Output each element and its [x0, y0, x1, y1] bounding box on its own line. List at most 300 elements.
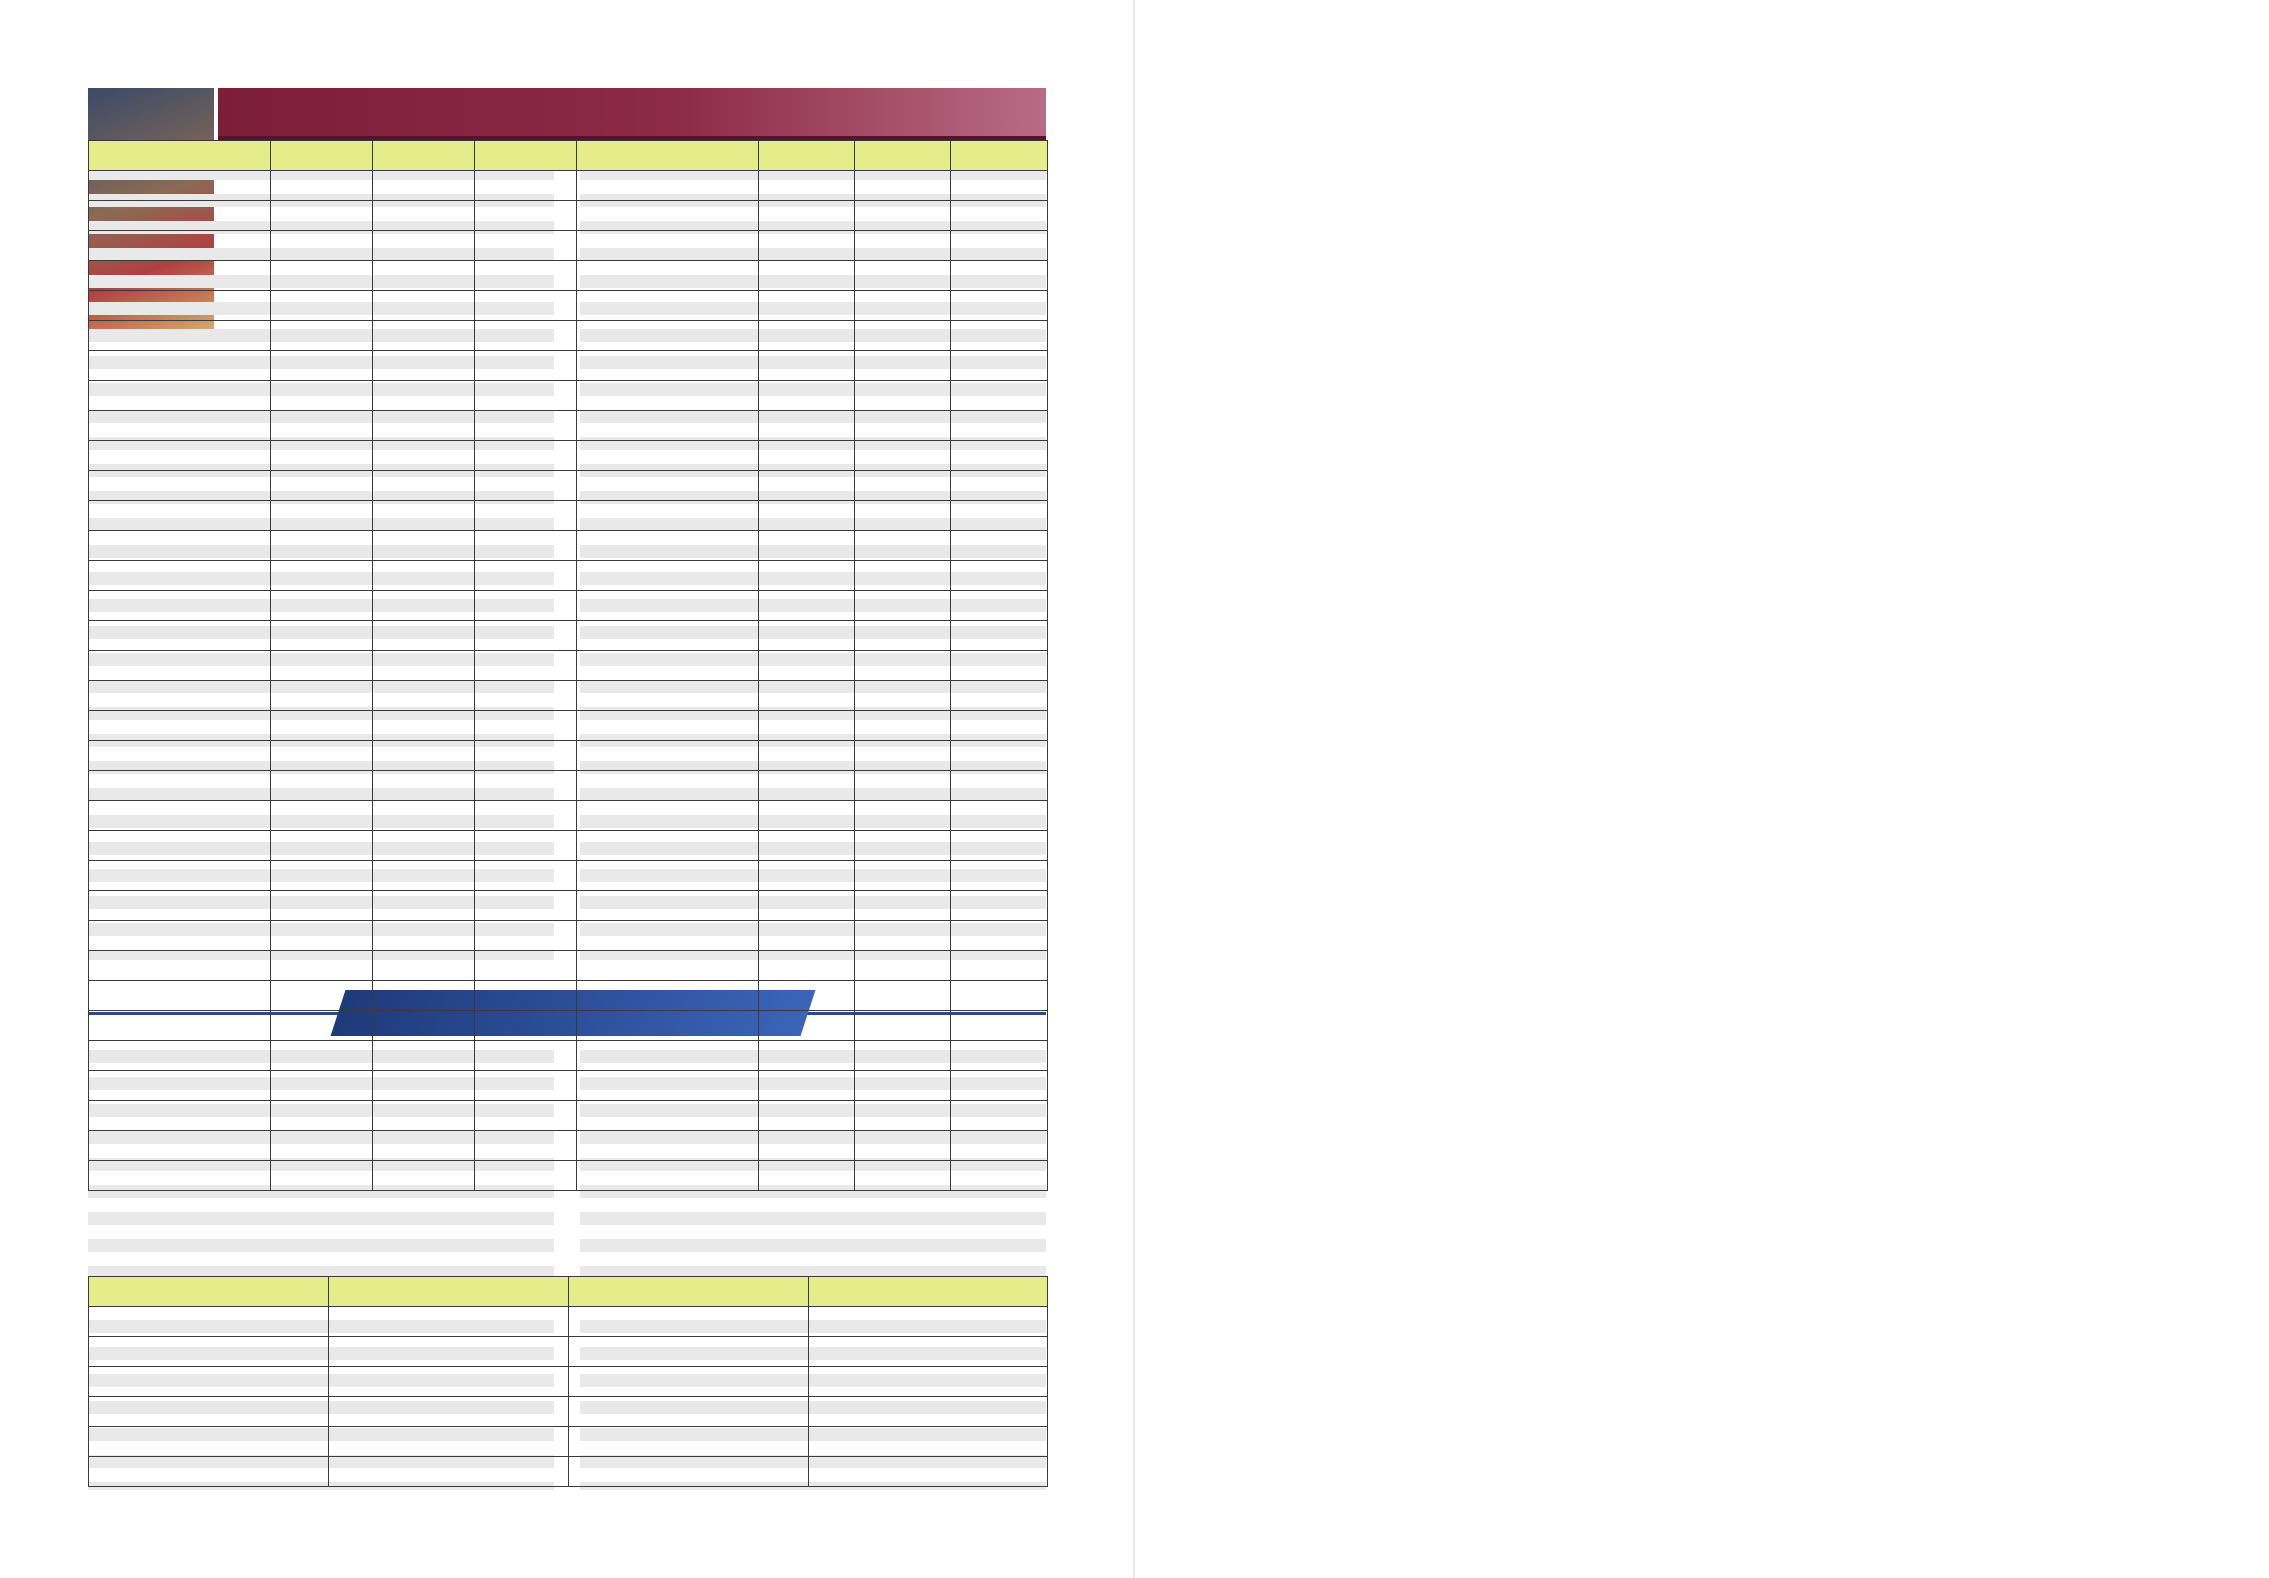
income-expense-cell — [475, 381, 577, 411]
income-expense-cell — [475, 651, 577, 681]
income-expense-cell — [89, 951, 271, 981]
income-expense-cell — [951, 1101, 1048, 1131]
income-expense-cell — [951, 801, 1048, 831]
balance-sheet-row — [89, 1427, 1048, 1457]
income-expense-cell — [373, 951, 475, 981]
income-expense-cell — [89, 1011, 271, 1041]
income-expense-cell — [475, 861, 577, 891]
income-expense-cell — [855, 1101, 951, 1131]
income-expense-cell — [475, 831, 577, 861]
income-expense-cell — [271, 951, 373, 981]
income-expense-cell — [89, 651, 271, 681]
balance-sheet-header-cell — [569, 1277, 809, 1307]
income-expense-cell — [951, 321, 1048, 351]
income-expense-cell — [577, 861, 759, 891]
income-expense-cell — [855, 711, 951, 741]
income-expense-cell — [373, 981, 475, 1011]
income-expense-cell — [475, 891, 577, 921]
income-expense-cell — [951, 561, 1048, 591]
income-expense-cell — [475, 411, 577, 441]
income-expense-cell — [89, 291, 271, 321]
income-expense-cell — [475, 741, 577, 771]
income-expense-row — [89, 291, 1048, 321]
income-expense-row — [89, 261, 1048, 291]
balance-sheet-cell — [809, 1367, 1048, 1397]
income-expense-cell — [475, 501, 577, 531]
income-expense-cell — [951, 351, 1048, 381]
balance-sheet-cell — [89, 1397, 329, 1427]
income-expense-cell — [373, 621, 475, 651]
income-expense-cell — [951, 411, 1048, 441]
income-expense-cell — [271, 1041, 373, 1071]
income-expense-row — [89, 201, 1048, 231]
income-expense-row — [89, 1131, 1048, 1161]
income-expense-cell — [475, 1101, 577, 1131]
income-expense-row — [89, 1071, 1048, 1101]
income-expense-header-cell — [373, 141, 475, 171]
income-expense-cell — [271, 411, 373, 441]
income-expense-cell — [855, 771, 951, 801]
income-expense-cell — [855, 471, 951, 501]
income-expense-cell — [475, 591, 577, 621]
income-expense-cell — [271, 681, 373, 711]
income-expense-cell — [855, 1161, 951, 1191]
income-expense-row — [89, 231, 1048, 261]
balance-sheet-cell — [89, 1457, 329, 1487]
income-expense-cell — [759, 261, 855, 291]
income-expense-cell — [271, 921, 373, 951]
income-expense-cell — [475, 921, 577, 951]
income-expense-row — [89, 951, 1048, 981]
income-expense-cell — [759, 1011, 855, 1041]
income-expense-cell — [855, 261, 951, 291]
income-expense-cell — [373, 1161, 475, 1191]
income-expense-cell — [271, 561, 373, 591]
balance-sheet-cell — [329, 1367, 569, 1397]
income-expense-cell — [855, 291, 951, 321]
income-expense-cell — [577, 951, 759, 981]
income-expense-cell — [373, 1071, 475, 1101]
income-expense-cell — [759, 1161, 855, 1191]
income-expense-cell — [577, 621, 759, 651]
income-expense-cell — [855, 351, 951, 381]
income-expense-cell — [475, 711, 577, 741]
income-expense-cell — [373, 471, 475, 501]
balance-sheet-cell — [89, 1337, 329, 1367]
income-expense-cell — [855, 561, 951, 591]
income-expense-cell — [855, 411, 951, 441]
income-expense-cell — [271, 1011, 373, 1041]
income-expense-row — [89, 441, 1048, 471]
income-expense-cell — [855, 621, 951, 651]
income-expense-cell — [951, 231, 1048, 261]
income-expense-header-cell — [759, 141, 855, 171]
income-expense-cell — [855, 1041, 951, 1071]
income-expense-row — [89, 321, 1048, 351]
income-expense-cell — [951, 831, 1048, 861]
income-expense-row — [89, 651, 1048, 681]
income-expense-row — [89, 921, 1048, 951]
income-expense-cell — [759, 741, 855, 771]
income-expense-header-cell — [855, 141, 951, 171]
income-expense-cell — [759, 651, 855, 681]
income-expense-cell — [475, 621, 577, 651]
income-expense-cell — [475, 321, 577, 351]
income-expense-cell — [759, 201, 855, 231]
balance-sheet-cell — [809, 1427, 1048, 1457]
income-expense-cell — [577, 921, 759, 951]
income-expense-cell — [759, 891, 855, 921]
income-expense-cell — [475, 441, 577, 471]
income-expense-cell — [373, 531, 475, 561]
balance-sheet-row — [89, 1367, 1048, 1397]
income-expense-cell — [89, 321, 271, 351]
income-expense-cell — [475, 1041, 577, 1071]
income-expense-cell — [475, 171, 577, 201]
income-expense-cell — [577, 561, 759, 591]
income-expense-cell — [951, 951, 1048, 981]
income-expense-cell — [759, 441, 855, 471]
income-expense-cell — [951, 741, 1048, 771]
income-expense-cell — [271, 1101, 373, 1131]
income-expense-cell — [373, 201, 475, 231]
income-expense-cell — [951, 771, 1048, 801]
income-expense-cell — [271, 711, 373, 741]
income-expense-cell — [373, 831, 475, 861]
income-expense-cell — [271, 231, 373, 261]
income-expense-cell — [475, 351, 577, 381]
income-expense-cell — [577, 171, 759, 201]
income-expense-cell — [759, 561, 855, 591]
income-expense-cell — [951, 681, 1048, 711]
income-expense-cell — [89, 741, 271, 771]
income-expense-cell — [759, 231, 855, 261]
income-expense-cell — [577, 411, 759, 441]
income-expense-cell — [89, 801, 271, 831]
income-expense-cell — [577, 531, 759, 561]
income-expense-cell — [271, 291, 373, 321]
income-expense-cell — [271, 501, 373, 531]
income-expense-cell — [271, 471, 373, 501]
balance-sheet-cell — [569, 1367, 809, 1397]
income-expense-cell — [89, 681, 271, 711]
income-expense-cell — [271, 1161, 373, 1191]
income-expense-row — [89, 171, 1048, 201]
income-expense-cell — [951, 921, 1048, 951]
balance-sheet-cell — [569, 1307, 809, 1337]
income-expense-cell — [577, 1041, 759, 1071]
income-expense-cell — [855, 1071, 951, 1101]
income-expense-cell — [759, 381, 855, 411]
income-expense-cell — [759, 921, 855, 951]
income-expense-row — [89, 711, 1048, 741]
balance-sheet-row — [89, 1457, 1048, 1487]
income-expense-cell — [855, 231, 951, 261]
income-expense-cell — [373, 921, 475, 951]
income-expense-row — [89, 501, 1048, 531]
income-expense-row — [89, 1011, 1048, 1041]
income-expense-cell — [89, 561, 271, 591]
income-expense-cell — [373, 441, 475, 471]
income-expense-cell — [951, 651, 1048, 681]
income-expense-cell — [855, 171, 951, 201]
income-expense-cell — [373, 771, 475, 801]
income-expense-cell — [577, 741, 759, 771]
balance-sheet-cell — [569, 1397, 809, 1427]
income-expense-cell — [475, 681, 577, 711]
income-expense-cell — [759, 471, 855, 501]
income-expense-cell — [89, 381, 271, 411]
income-expense-row — [89, 741, 1048, 771]
income-expense-cell — [89, 1041, 271, 1071]
income-expense-cell — [373, 321, 475, 351]
income-expense-row — [89, 861, 1048, 891]
balance-sheet-cell — [809, 1457, 1048, 1487]
balance-sheet-cell — [329, 1337, 569, 1367]
income-expense-cell — [373, 171, 475, 201]
income-expense-cell — [271, 861, 373, 891]
income-expense-cell — [89, 201, 271, 231]
income-expense-cell — [951, 501, 1048, 531]
income-expense-header-cell — [271, 141, 373, 171]
income-expense-cell — [475, 771, 577, 801]
income-expense-cell — [577, 291, 759, 321]
balance-sheet-cell — [569, 1427, 809, 1457]
income-expense-cell — [271, 831, 373, 861]
income-expense-cell — [951, 1071, 1048, 1101]
income-expense-cell — [855, 201, 951, 231]
income-expense-cell — [759, 1071, 855, 1101]
income-expense-cell — [475, 1161, 577, 1191]
income-expense-cell — [577, 381, 759, 411]
income-expense-table — [88, 140, 1047, 1191]
income-expense-cell — [759, 981, 855, 1011]
income-expense-cell — [271, 261, 373, 291]
income-expense-cell — [855, 441, 951, 471]
income-expense-cell — [271, 441, 373, 471]
income-expense-cell — [373, 231, 475, 261]
income-expense-cell — [951, 1161, 1048, 1191]
income-expense-row — [89, 411, 1048, 441]
income-expense-header-cell — [577, 141, 759, 171]
income-expense-cell — [759, 831, 855, 861]
balance-sheet-cell — [329, 1427, 569, 1457]
income-expense-cell — [577, 1071, 759, 1101]
income-expense-cell — [271, 651, 373, 681]
income-expense-cell — [475, 1011, 577, 1041]
income-expense-cell — [951, 621, 1048, 651]
income-expense-cell — [475, 1071, 577, 1101]
income-expense-cell — [855, 591, 951, 621]
income-expense-row — [89, 801, 1048, 831]
income-expense-cell — [271, 801, 373, 831]
income-expense-row — [89, 1161, 1048, 1191]
balance-sheet-cell — [809, 1307, 1048, 1337]
income-expense-cell — [759, 591, 855, 621]
income-expense-cell — [577, 651, 759, 681]
balance-sheet-row — [89, 1397, 1048, 1427]
income-expense-cell — [373, 1041, 475, 1071]
income-expense-cell — [89, 351, 271, 381]
income-expense-cell — [577, 351, 759, 381]
income-expense-header-cell — [475, 141, 577, 171]
income-expense-cell — [759, 501, 855, 531]
travel-article-title-band — [218, 88, 1046, 140]
income-expense-row — [89, 561, 1048, 591]
balance-sheet-grid — [88, 1276, 1048, 1487]
income-expense-cell — [759, 801, 855, 831]
income-expense-cell — [855, 891, 951, 921]
income-expense-cell — [951, 291, 1048, 321]
income-expense-cell — [855, 801, 951, 831]
income-expense-cell — [271, 351, 373, 381]
income-expense-cell — [475, 201, 577, 231]
income-expense-cell — [475, 951, 577, 981]
income-expense-cell — [951, 381, 1048, 411]
income-expense-cell — [373, 801, 475, 831]
balance-sheet-cell — [329, 1307, 569, 1337]
income-expense-cell — [577, 591, 759, 621]
balance-sheet-table — [88, 1276, 1047, 1487]
income-expense-cell — [577, 831, 759, 861]
income-expense-cell — [759, 411, 855, 441]
income-expense-cell — [373, 411, 475, 441]
income-expense-cell — [271, 531, 373, 561]
income-expense-cell — [951, 171, 1048, 201]
income-expense-cell — [577, 1131, 759, 1161]
income-expense-cell — [951, 531, 1048, 561]
income-expense-cell — [475, 231, 577, 261]
income-expense-cell — [951, 471, 1048, 501]
income-expense-row — [89, 891, 1048, 921]
income-expense-cell — [855, 981, 951, 1011]
income-expense-cell — [271, 381, 373, 411]
income-expense-cell — [475, 531, 577, 561]
income-expense-cell — [951, 1041, 1048, 1071]
income-expense-cell — [271, 771, 373, 801]
income-expense-cell — [855, 321, 951, 351]
income-expense-cell — [577, 771, 759, 801]
income-expense-row — [89, 351, 1048, 381]
income-expense-cell — [475, 1131, 577, 1161]
income-expense-cell — [89, 921, 271, 951]
income-expense-row — [89, 1041, 1048, 1071]
income-expense-cell — [89, 771, 271, 801]
income-expense-cell — [373, 711, 475, 741]
income-expense-cell — [577, 711, 759, 741]
income-expense-row — [89, 531, 1048, 561]
balance-sheet-cell — [809, 1397, 1048, 1427]
income-expense-cell — [89, 261, 271, 291]
income-expense-cell — [855, 741, 951, 771]
income-expense-cell — [855, 681, 951, 711]
income-expense-cell — [759, 771, 855, 801]
income-expense-cell — [577, 981, 759, 1011]
income-expense-cell — [759, 321, 855, 351]
income-expense-cell — [855, 501, 951, 531]
income-expense-cell — [373, 381, 475, 411]
income-expense-header-cell — [89, 141, 271, 171]
income-expense-cell — [759, 1101, 855, 1131]
income-expense-cell — [373, 1131, 475, 1161]
income-expense-cell — [475, 261, 577, 291]
income-expense-cell — [89, 711, 271, 741]
income-expense-cell — [951, 981, 1048, 1011]
income-expense-cell — [89, 891, 271, 921]
income-expense-row — [89, 1101, 1048, 1131]
income-expense-cell — [373, 261, 475, 291]
balance-sheet-cell — [329, 1457, 569, 1487]
income-expense-cell — [855, 531, 951, 561]
income-expense-cell — [577, 801, 759, 831]
income-expense-cell — [577, 1161, 759, 1191]
income-expense-cell — [855, 921, 951, 951]
income-expense-cell — [577, 471, 759, 501]
income-expense-cell — [89, 861, 271, 891]
income-expense-cell — [855, 951, 951, 981]
income-expense-cell — [373, 681, 475, 711]
income-expense-cell — [89, 831, 271, 861]
income-expense-row — [89, 591, 1048, 621]
income-expense-cell — [373, 651, 475, 681]
income-expense-cell — [577, 231, 759, 261]
income-expense-cell — [759, 621, 855, 651]
income-expense-cell — [89, 1131, 271, 1161]
balance-sheet-cell — [569, 1337, 809, 1367]
balance-sheet-row — [89, 1337, 1048, 1367]
income-expense-cell — [951, 591, 1048, 621]
income-expense-cell — [951, 1011, 1048, 1041]
income-expense-cell — [475, 471, 577, 501]
balance-sheet-row — [89, 1307, 1048, 1337]
balance-sheet-header-cell — [89, 1277, 329, 1307]
income-expense-row — [89, 831, 1048, 861]
income-expense-cell — [951, 861, 1048, 891]
income-expense-cell — [577, 201, 759, 231]
income-expense-cell — [759, 1131, 855, 1161]
income-expense-row — [89, 771, 1048, 801]
income-expense-cell — [577, 501, 759, 531]
income-expense-header-cell — [951, 141, 1048, 171]
income-expense-row — [89, 621, 1048, 651]
income-expense-cell — [759, 531, 855, 561]
income-expense-cell — [89, 1071, 271, 1101]
income-expense-cell — [271, 171, 373, 201]
income-expense-grid — [88, 140, 1048, 1191]
income-expense-cell — [475, 801, 577, 831]
income-expense-header — [1222, 88, 2181, 140]
income-expense-cell — [855, 381, 951, 411]
income-expense-cell — [89, 171, 271, 201]
income-expense-cell — [759, 681, 855, 711]
income-expense-cell — [951, 711, 1048, 741]
income-expense-cell — [951, 441, 1048, 471]
income-expense-row — [89, 381, 1048, 411]
balance-sheet-header-cell — [329, 1277, 569, 1307]
balance-sheet-cell — [329, 1397, 569, 1427]
income-expense-row — [89, 681, 1048, 711]
income-expense-cell — [89, 621, 271, 651]
income-expense-cell — [89, 411, 271, 441]
income-expense-cell — [577, 681, 759, 711]
income-expense-cell — [373, 1011, 475, 1041]
income-expense-cell — [271, 591, 373, 621]
income-expense-cell — [577, 1101, 759, 1131]
income-expense-cell — [373, 741, 475, 771]
income-expense-cell — [373, 591, 475, 621]
income-expense-row — [89, 981, 1048, 1011]
income-expense-cell — [373, 891, 475, 921]
